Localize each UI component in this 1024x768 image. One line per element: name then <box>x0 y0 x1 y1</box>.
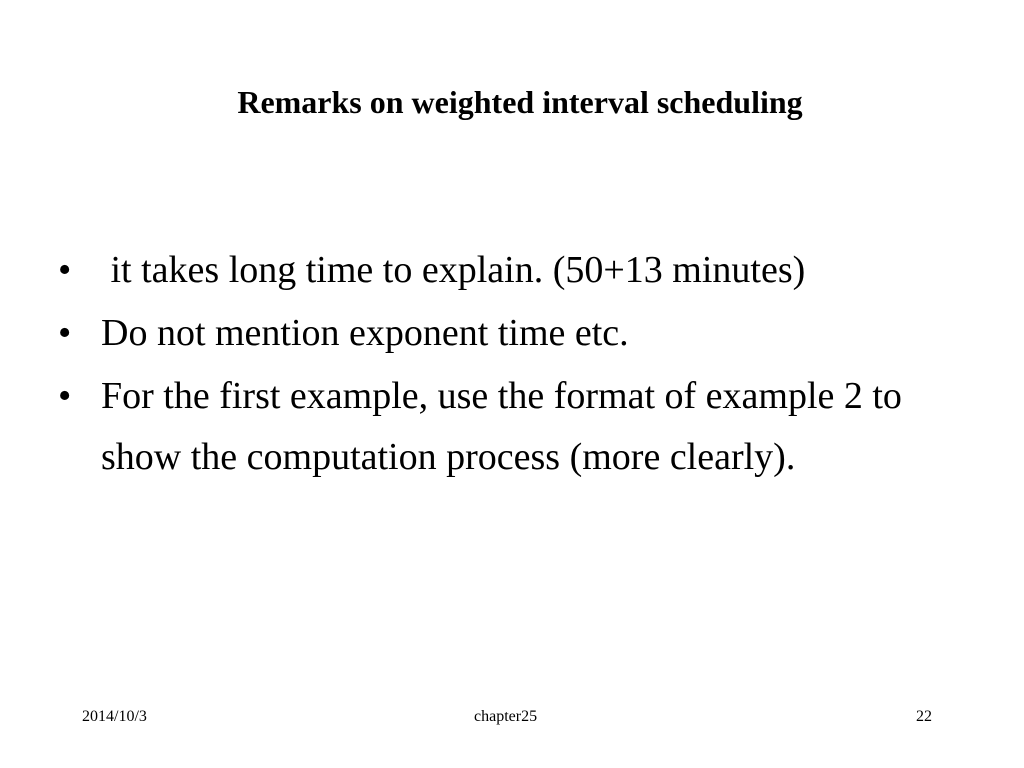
bullet-item <box>58 240 988 301</box>
slide-title: Remarks on weighted interval scheduling <box>237 84 803 120</box>
bullet-item <box>58 303 988 364</box>
bullet-item <box>58 366 988 488</box>
footer-date: 2014/10/3 <box>82 708 147 725</box>
bullet-dot-icon: • <box>58 312 72 354</box>
bullet-text: Do not mention exponent time etc. <box>101 312 629 354</box>
bullet-text: For the first example, use the format of example 2 to show the computation process (more clearly). <box>101 375 902 478</box>
bullet-list <box>58 240 988 488</box>
footer-page-number: 22 <box>916 708 932 725</box>
bullet-dot-icon: • <box>58 249 72 291</box>
bullet-dot-icon: • <box>58 375 72 417</box>
bullet-text: it takes long time to explain. (50+13 minutes) <box>101 249 806 291</box>
footer-chapter: chapter25 <box>474 708 538 725</box>
